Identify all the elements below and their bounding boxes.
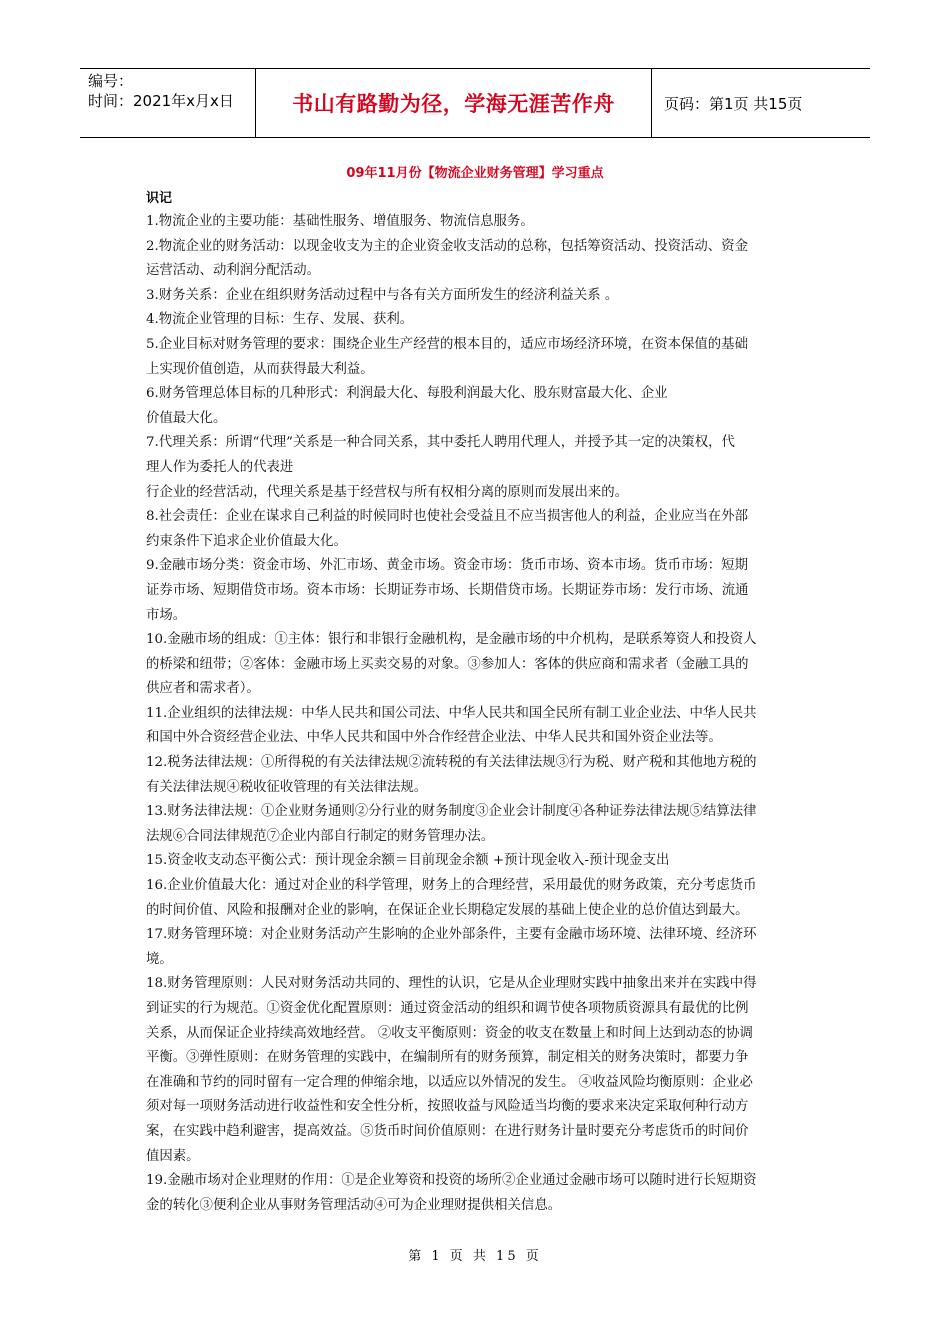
- body-line: 16.企业价值最大化：通过对企业的科学管理，财务上的合理经营，采用最优的财务政策，充分考虑货币: [146, 878, 757, 894]
- body-line: 运营活动、动利润分配活动。: [146, 263, 321, 279]
- body-line: 须对每一项财务活动进行收益性和安全性分析，按照收益与风险适当均衡的要求来决定采取何种行动方: [146, 1099, 749, 1115]
- header-table: [80, 68, 870, 138]
- body-line: 市场。: [146, 607, 187, 623]
- body-line: 证券市场、短期借贷市场。资本市场：长期证券市场、长期借贷市场。长期证券市场：发行市场、流通: [146, 582, 749, 598]
- body-line: 上实现价值创造，从而获得最大利益。: [146, 361, 374, 377]
- body-line: 和国中外合资经营企业法、中华人民共和国中外合作经营企业法、中华人民共和国外资企业法等。: [146, 730, 722, 746]
- body-line: 11.企业组织的法律法规：中华人民共和国公司法、中华人民共和国全民所有制工业企业法、中华人民共: [146, 705, 757, 721]
- body-line: 10.金融市场的组成：①主体：银行和非银行金融机构，是金融市场的中介机构，是联系筹资人和投资人: [146, 632, 757, 648]
- body-line: 18.财务管理原则：人民对财务活动共同的、理性的认识，它是从企业理财实践中抽象出来并在实践中得: [146, 976, 757, 992]
- body-line: 的桥梁和纽带；②客体：金融市场上买卖交易的对象。③参加人：客体的供应商和需求者（金融工具的: [146, 656, 749, 672]
- serial-label: 编号：: [88, 72, 134, 90]
- body-line: 15.资金收支动态平衡公式：预计现金余额＝目前现金余额 +预计现金收入-预计现金支出: [146, 853, 670, 869]
- body-line: 行企业的经营活动，代理关系是基于经营权与所有权相分离的原则而发展出来的。: [146, 484, 629, 500]
- body-line: 到证实的行为规范。①资金优化配置原则：通过资金活动的组织和调节使各项物质资源具有最优的比例: [146, 1001, 749, 1016]
- body-line: 9.金融市场分类：资金市场、外汇市场、黄金市场。资金市场：货币市场、资本市场。货币市场：短期: [146, 558, 748, 574]
- body-line: 理人作为委托人的代表进: [146, 459, 294, 475]
- body-line: 2.物流企业的财务活动：以现金收支为主的企业资金收支活动的总称，包括筹资活动、投资活动、资金: [146, 238, 748, 254]
- body-line: 约束条件下追求企业价值最大化。: [146, 533, 347, 549]
- body-line: 案，在实践中趋利避害，提高效益。⑤货币时间价值原则：在进行财务计量时要充分考虑货币的时间价: [146, 1123, 749, 1139]
- body-line: 17.财务管理环境：对企业财务活动产生影响的企业外部条件，主要有金融市场环境、法律环境、经济环: [146, 927, 757, 943]
- document-body: [146, 210, 806, 1218]
- body-line: 3.财务关系：企业在组织财务活动过程中与各有关方面所发生的经济利益关系 。: [146, 287, 619, 303]
- section-label: 识记: [146, 191, 173, 206]
- body-line: 4.物流企业管理的目标：生存、发展、获利。: [146, 312, 414, 328]
- body-line: 平衡。③弹性原则：在财务管理的实践中，在编制所有的财务预算，制定相关的财务决策时，都要力争: [146, 1050, 749, 1066]
- body-line: 的时间价值、风险和报酬对企业的影响，在保证企业长期稳定发展的基础上使企业的总价值达到最大。: [146, 902, 749, 918]
- body-line: 金的转化③便利企业从事财务管理活动④可为企业理财提供相关信息。: [146, 1197, 562, 1213]
- body-line: 1.物流企业的主要功能：基础性服务、增值服务、物流信息服务。: [146, 214, 534, 229]
- body-line: 关系，从而保证企业持续高效地经营。 ②收支平衡原则：资金的收支在数量上和时间上达到动态的协调: [146, 1025, 753, 1041]
- body-line: 值因素。: [146, 1148, 200, 1164]
- body-line: 13.财务法律法规：①企业财务通则②分行业的财务制度③企业会计制度④各种证券法律法规⑤结算法律: [146, 804, 757, 820]
- body-line: 12.税务法律法规：①所得税的有关法律法规②流转税的有关法律法规③行为税、财产税和其他地方税的: [146, 755, 757, 771]
- body-line: 8.社会责任：企业在谋求自己利益的时候同时也使社会受益且不应当损害他人的利益，企业应当在外部: [146, 509, 748, 525]
- body-line: 19.金融市场对企业理财的作用：①是企业筹资和投资的场所②企业通过金融市场可以随时进行长短期资: [146, 1173, 757, 1189]
- page-footer: 第 1 页 共 15 页: [408, 1249, 542, 1264]
- body-line: 5.企业目标对财务管理的要求：围绕企业生产经营的根本目的，适应市场经济环境，在资本保值的基础: [146, 336, 748, 352]
- time-label: 时间：2021年x月x日: [88, 92, 234, 110]
- body-line: 价值最大化。: [146, 410, 227, 426]
- body-line: 在准确和节约的同时留有一定合理的伸缩余地，以适应以外情况的发生。 ④收益风险均衡原则：企业必: [146, 1074, 753, 1090]
- header-motto-cell: [256, 69, 652, 137]
- header-meta: [80, 69, 256, 137]
- body-line: 6.财务管理总体目标的几种形式：利润最大化、每股利润最大化、股东财富最大化、企业: [146, 386, 668, 402]
- document-title: 09年11月份【物流企业财务管理】学习重点: [346, 166, 604, 181]
- body-line: 有关法律法规④税收征收管理的有关法律法规。: [146, 779, 428, 795]
- body-line: 7.代理关系：所谓“代理”关系是一种合同关系，其中委托人聘用代理人，并授予其一定的决策权，代: [146, 435, 735, 451]
- header-page-info: 页码：第1页 共15页: [664, 94, 803, 113]
- motto-text: 书山有路勤为径，学海无涯苦作舟: [292, 92, 615, 116]
- body-line: 境。: [146, 951, 173, 967]
- body-line: 法规⑥合同法律规范⑦企业内部自行制定的财务管理办法。: [146, 828, 495, 844]
- body-line: 供应者和需求者）。: [146, 681, 260, 697]
